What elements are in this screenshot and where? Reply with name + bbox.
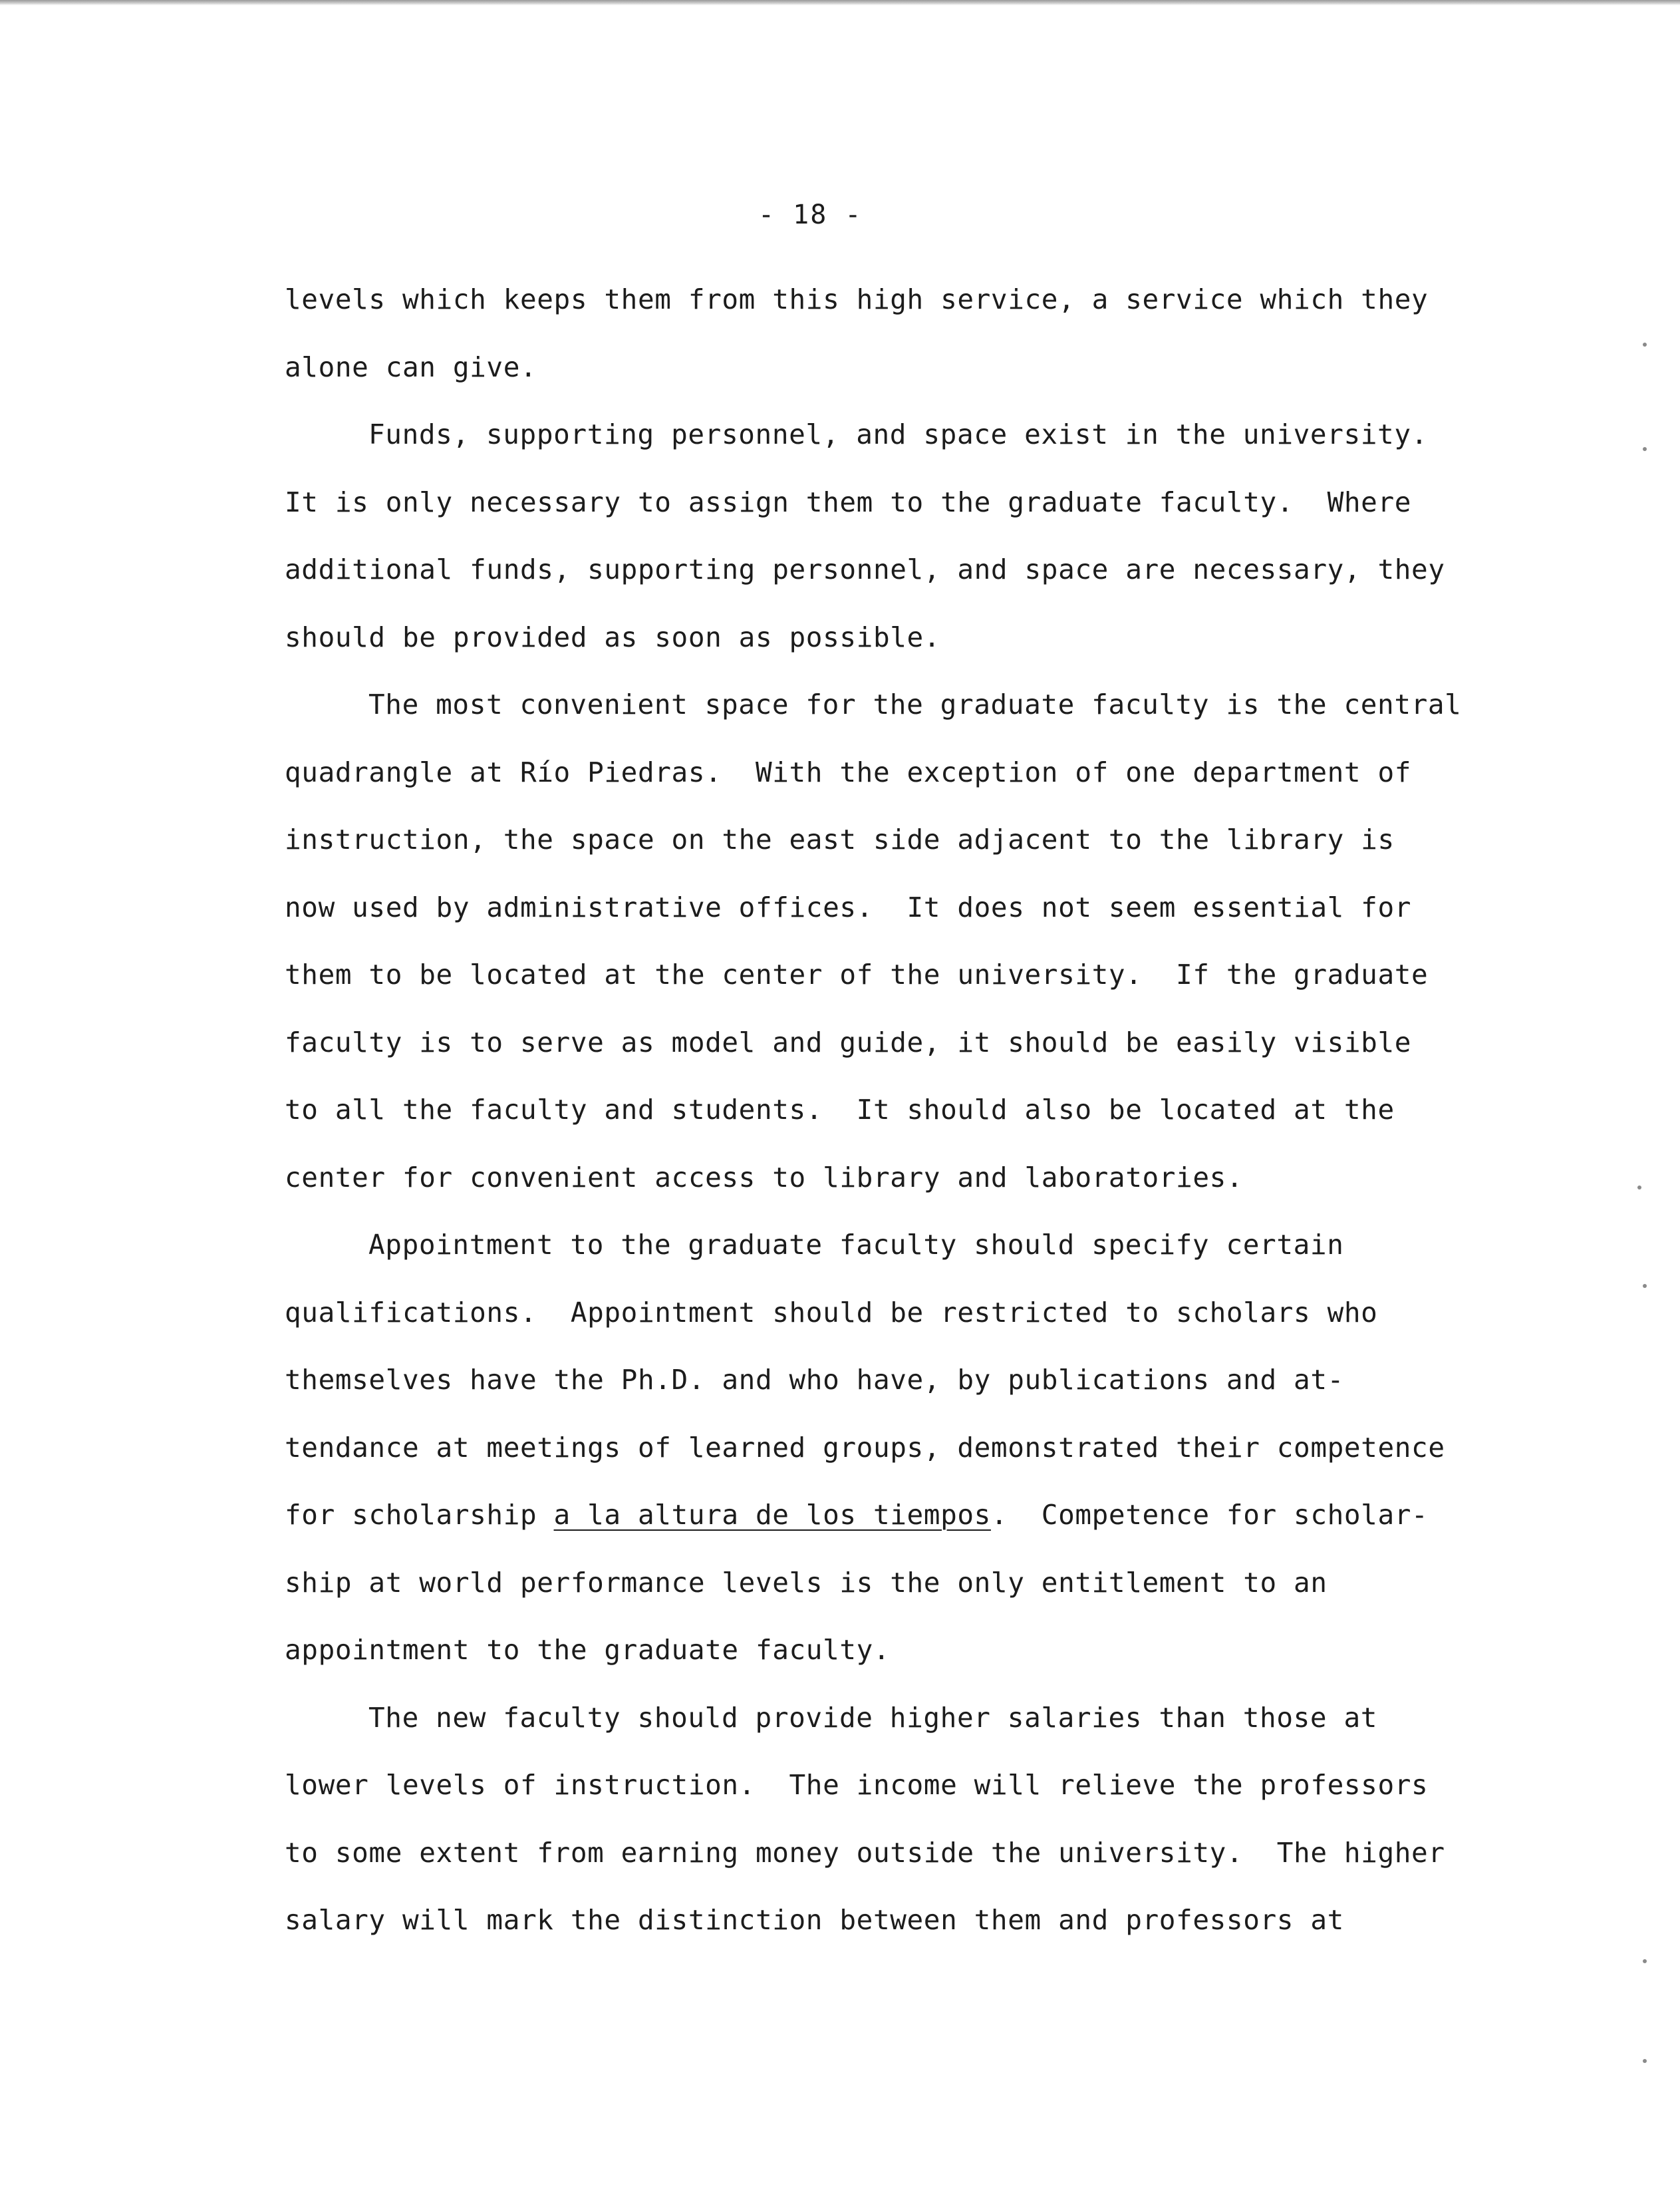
scan-margin-mark	[1643, 1284, 1647, 1288]
text-line-with-underline	[285, 1482, 1482, 1549]
text-line: tendance at meetings of learned groups, demonstrated their competence	[285, 1431, 1445, 1464]
text-line: themselves have the Ph.D. and who have, by publications and at-	[285, 1364, 1344, 1396]
body-text	[285, 266, 1482, 1955]
text-line: alone can give.	[285, 351, 537, 383]
text-line: salary will mark the distinction between them and professors at	[285, 1904, 1344, 1936]
text-line: them to be located at the center of the university. If the graduate	[285, 959, 1429, 991]
scan-margin-mark	[1643, 343, 1647, 347]
text-line: appointment to the graduate faculty.	[285, 1634, 891, 1666]
paragraph-start-line: The new faculty should provide higher salaries than those at	[368, 1701, 1378, 1734]
paragraph-start-line: The most convenient space for the graduate faculty is the central	[368, 689, 1462, 720]
text-line: lower levels of instruction. The income will relieve the professors	[285, 1769, 1429, 1801]
underlined-phrase: a la altura de los tiempos	[553, 1499, 991, 1531]
paragraph-start-line: Funds, supporting personnel, and space exist in the university.	[368, 418, 1428, 450]
text-line: ship at world performance levels is the only entitlement to an	[285, 1566, 1328, 1599]
text-segment: . Competence for scholar-	[990, 1499, 1429, 1531]
scan-margin-mark	[1643, 447, 1647, 451]
text-line: levels which keeps them from this high service, a service which they	[285, 283, 1429, 315]
text-line: to some extent from earning money outside the university. The higher	[285, 1836, 1445, 1869]
text-line: instruction, the space on the east side adjacent to the library is	[285, 824, 1395, 856]
text-line: additional funds, supporting personnel, and space are necessary, they	[285, 553, 1445, 585]
paragraph-start-line: Appointment to the graduate faculty should specify certain	[368, 1229, 1344, 1261]
scan-margin-mark	[1637, 1185, 1641, 1189]
text-line: center for convenient access to library and laboratories.	[285, 1161, 1244, 1193]
text-segment: for scholarship	[285, 1499, 554, 1531]
text-line: should be provided as soon as possible.	[285, 621, 941, 653]
text-line: qualifications. Appointment should be restricted to scholars who	[285, 1296, 1378, 1329]
text-line: to all the faculty and students. It should also be located at the	[285, 1094, 1395, 1126]
text-line: It is only necessary to assign them to the graduate faculty. Where	[285, 486, 1412, 518]
text-line: faculty is to serve as model and guide, it should be easily visible	[285, 1026, 1412, 1058]
page-top-edge	[0, 0, 1680, 5]
scan-margin-mark	[1643, 1959, 1647, 1963]
scan-margin-mark	[1643, 2059, 1647, 2063]
text-line: now used by administrative offices. It does not seem essential for	[285, 891, 1412, 923]
text-line: quadrangle at Río Piedras. With the exception of one department of	[285, 756, 1412, 788]
page-number: - 18 -	[758, 200, 863, 230]
